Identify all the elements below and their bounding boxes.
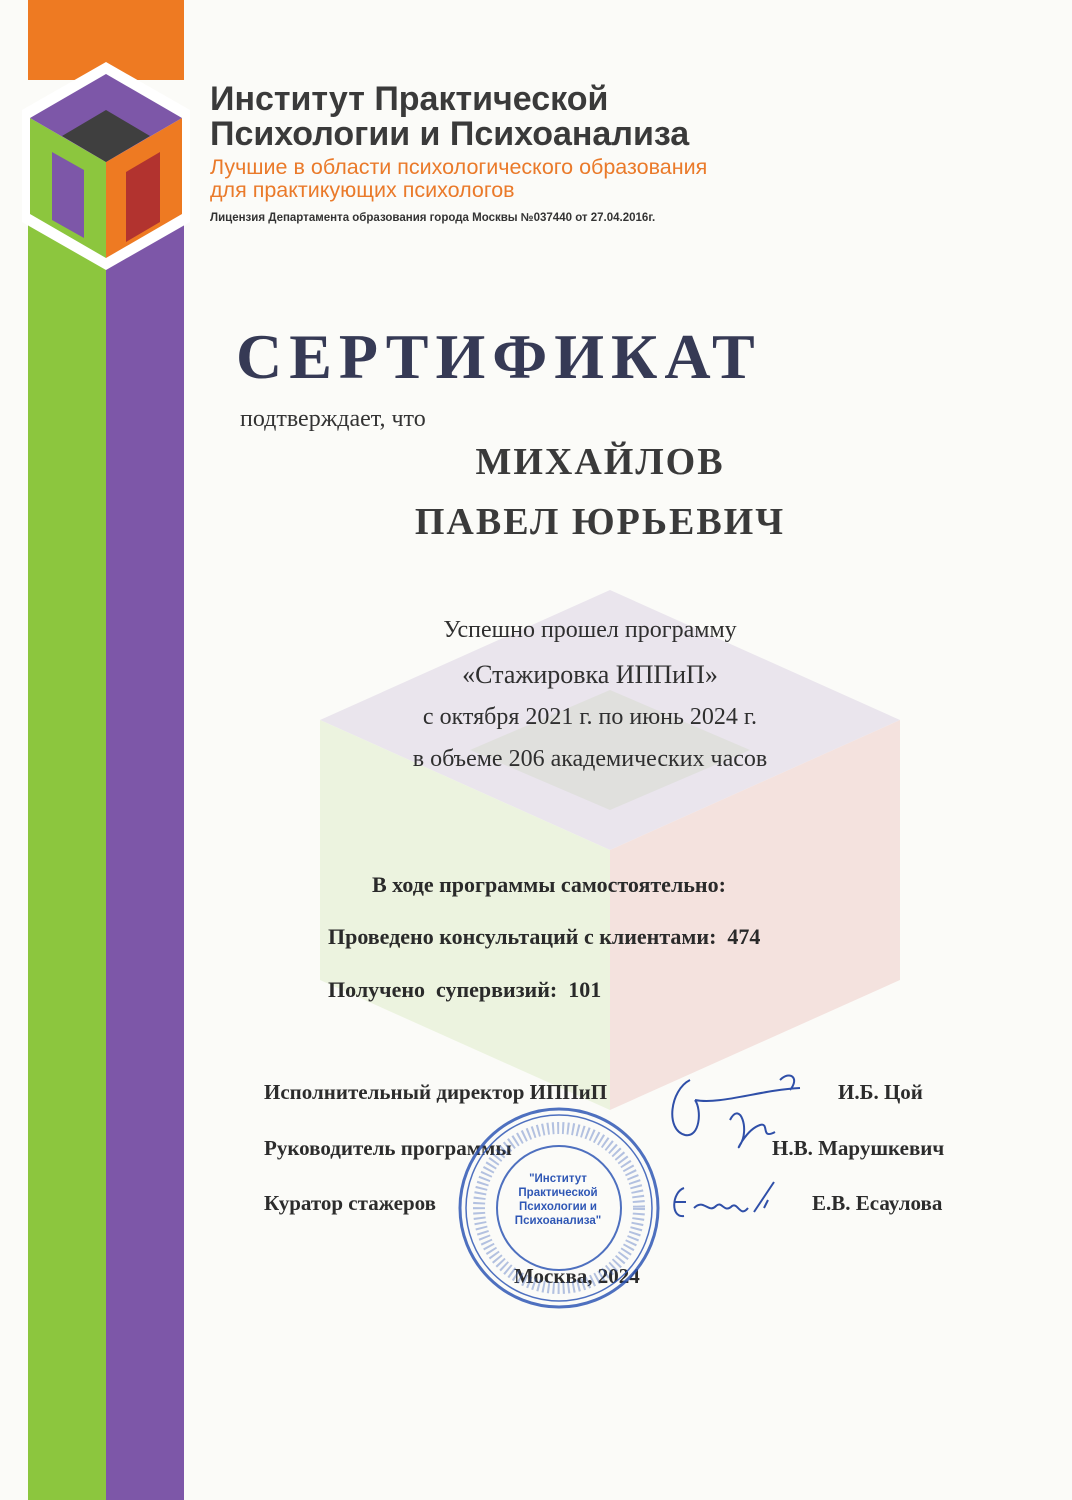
institute-name-line2: Психологии и Психоанализа (210, 115, 690, 153)
certificate-title: СЕРТИФИКАТ (236, 321, 762, 392)
signatory-name-director: И.Б. Цой (838, 1080, 923, 1104)
curator-signature-icon (664, 1178, 784, 1226)
consultations-count: Проведено консультаций с клиентами: 474 (328, 924, 761, 949)
recipient-given-names: ПАВЕЛ ЮРЬЕВИЧ (414, 501, 786, 543)
signatory-name-curator: Е.В. Есаулова (812, 1191, 943, 1215)
program-period: с октября 2021 г. по июнь 2024 г. (422, 704, 758, 730)
stamp-line4: Психоанализа" (514, 1215, 602, 1227)
tagline-line1: Лучшие в области психологического образования (210, 155, 708, 179)
stamp-text (498, 1172, 618, 1228)
institute-header (210, 82, 1050, 224)
signatory-name-program-head: Н.В. Марушкевич (772, 1136, 945, 1160)
stamp-line2: Практической (518, 1187, 598, 1199)
confirms-text: подтверждает, что (240, 406, 426, 432)
supervisions-count: Получено супервизий: 101 (328, 977, 602, 1002)
city-year: Москва, 2024 (514, 1264, 640, 1288)
signatory-role-curator: Куратор стажеров (264, 1191, 436, 1215)
signatory-role-director: Исполнительный директор ИППиП (264, 1080, 608, 1104)
program-volume: в объеме 206 академических часов (412, 746, 768, 772)
program-name: «Стажировка ИППиП» (462, 660, 718, 689)
results-heading: В ходе программы самостоятельно: (372, 872, 726, 897)
program-intro: Успешно прошел программу (443, 617, 737, 643)
tagline-line2: для практикующих психологов (210, 178, 515, 202)
institute-logo-icon (22, 62, 190, 274)
recipient-surname: МИХАЙЛОВ (475, 441, 725, 483)
license-text: Лицензия Департамента образования города Москвы №037440 от 27.04.2016г. (210, 212, 656, 224)
green-stripe (28, 220, 106, 1500)
director-signature-icon (640, 1060, 840, 1160)
stamp-line3: Психологии и (519, 1201, 597, 1213)
institute-name-line1: Институт Практической (210, 80, 609, 118)
stamp-line1: "Институт (529, 1173, 587, 1185)
signatory-role-program-head: Руководитель программы (264, 1136, 512, 1160)
purple-stripe (106, 220, 184, 1500)
